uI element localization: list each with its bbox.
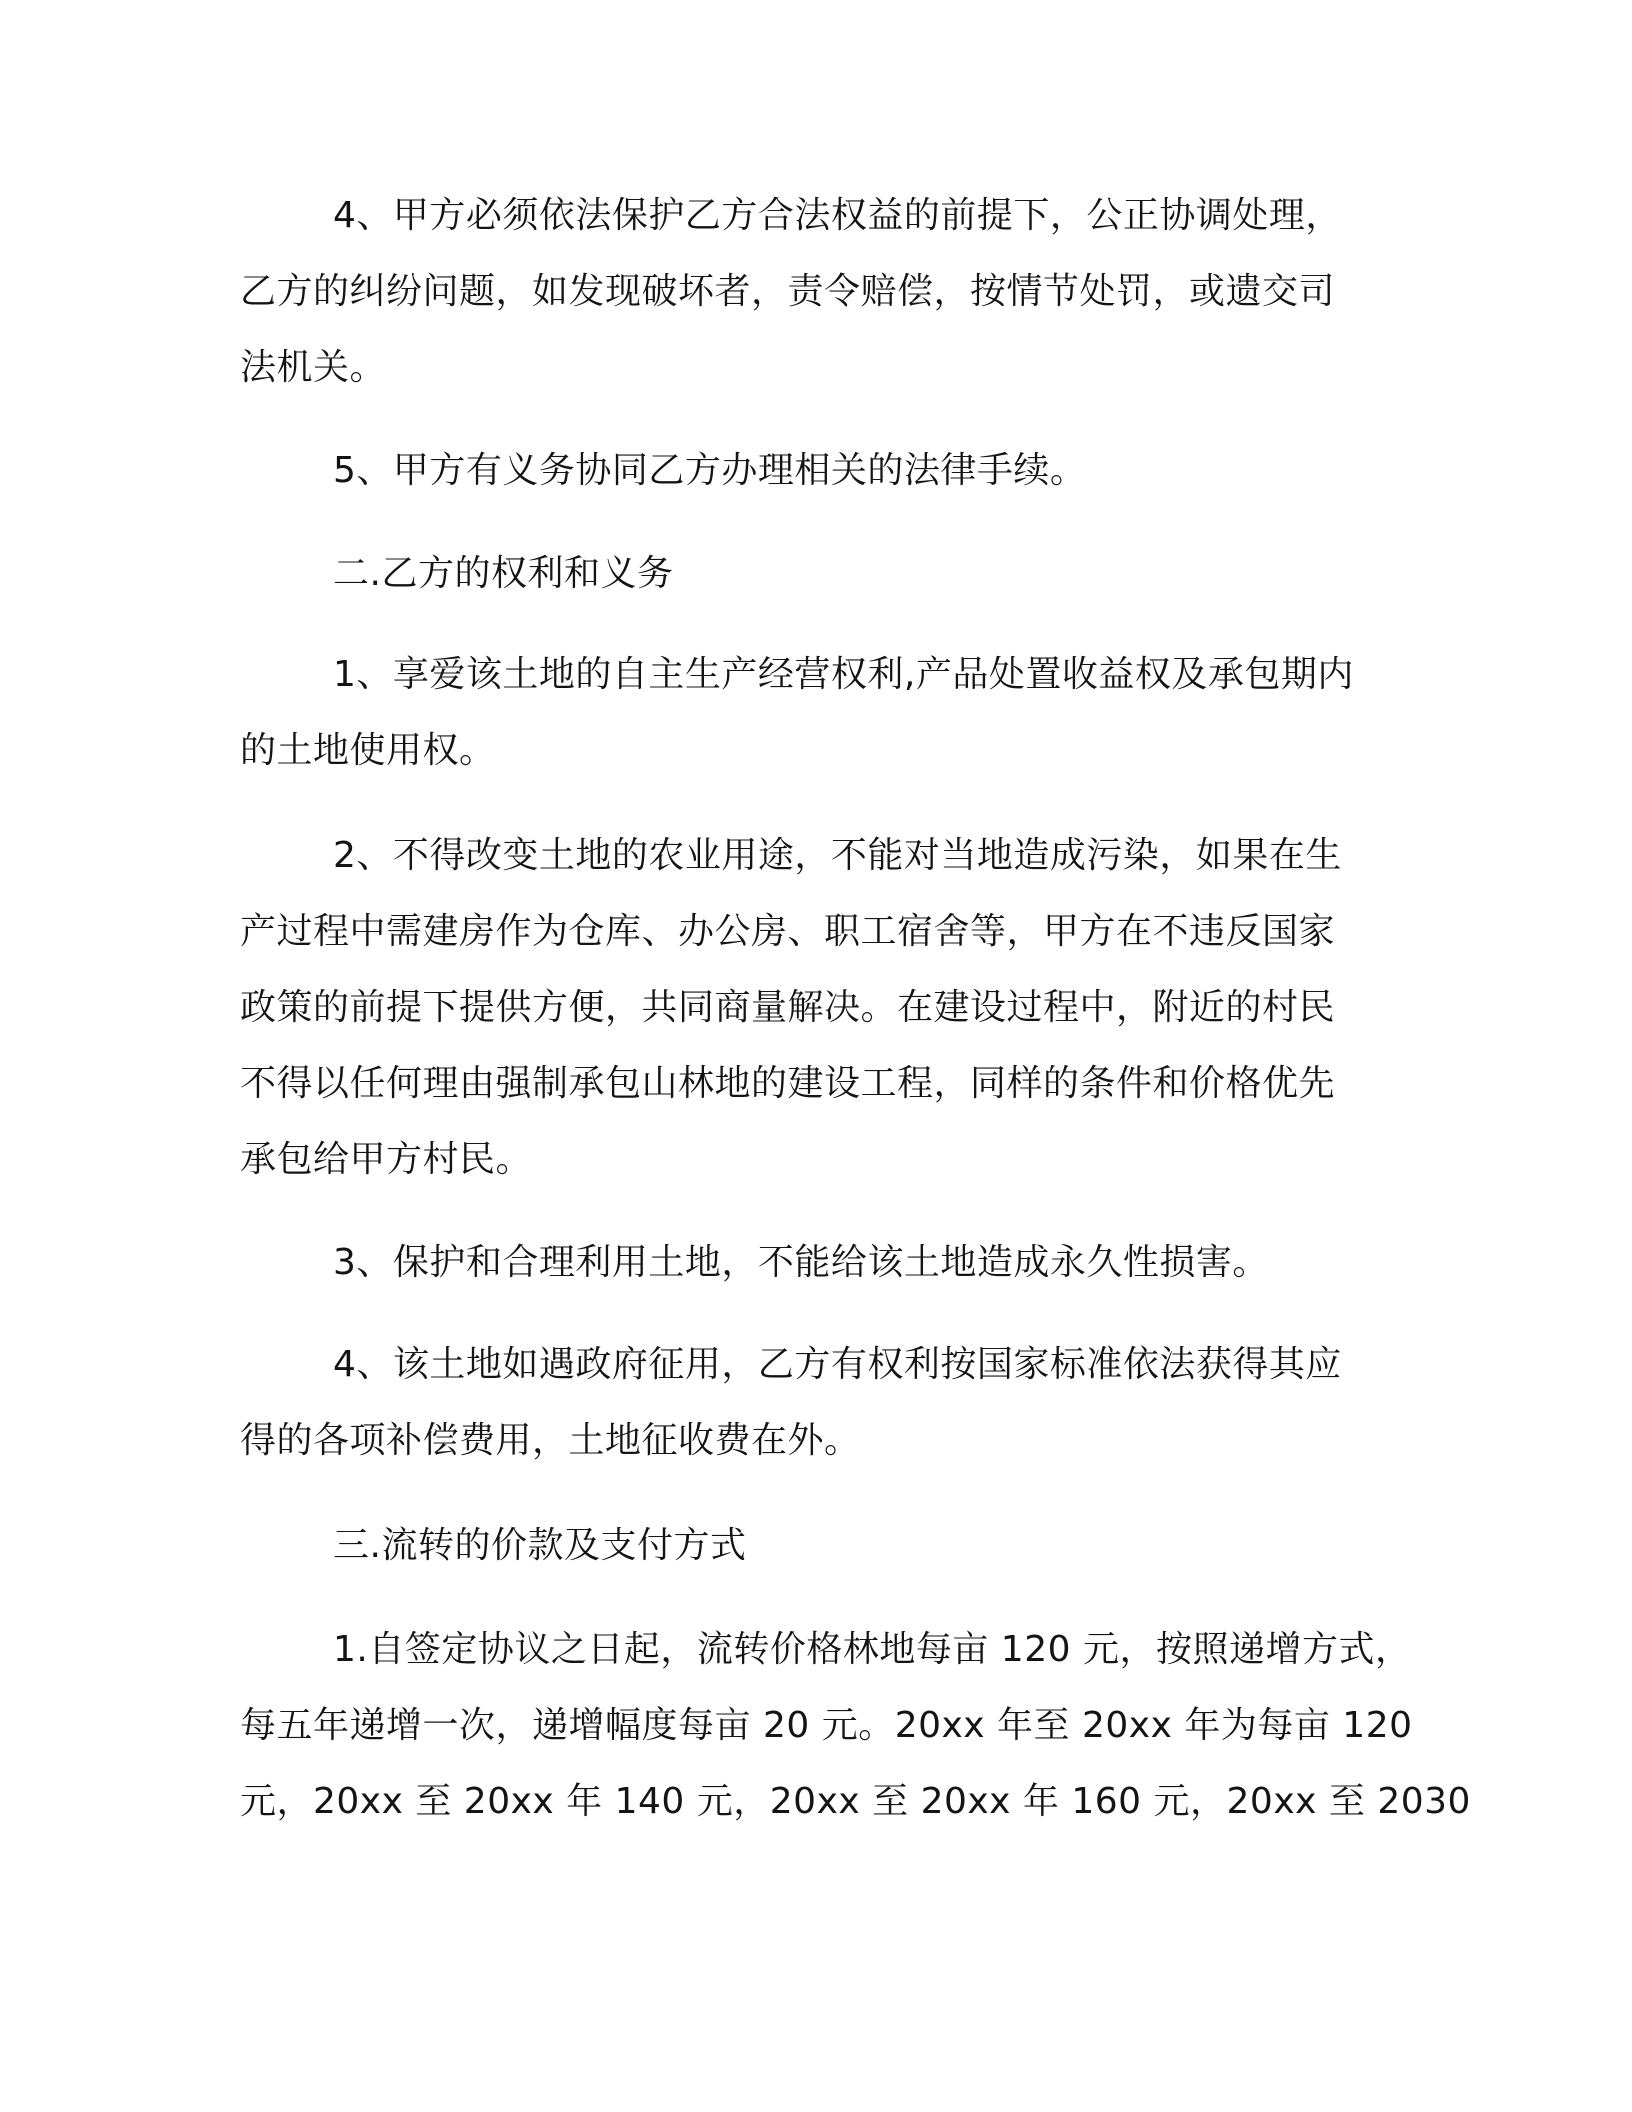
paragraph-payment-item-1 [240,1612,1471,1840]
text-line: 不得以任何理由强制承包山林地的建设工程，同样的条件和价格优先 [240,1063,1336,1104]
text-line: 得的各项补偿费用，土地征收费在外。 [240,1420,861,1461]
text-line: 1.自签定协议之日起，流转价格林地每亩 120 元，按照递增方式， [333,1629,1412,1670]
text-line: 政策的前提下提供方便，共同商量解决。在建设过程中，附近的村民 [240,987,1336,1028]
text-line: 4、该土地如遇政府征用，乙方有权利按国家标准依法获得其应 [333,1344,1342,1385]
text-line: 4、甲方必须依法保护乙方合法权益的前提下，公正协调处理， [333,195,1342,236]
section-heading-3 [240,1508,1390,1584]
paragraph-party-a-item-4 [240,178,1390,406]
text-line: 法机关。 [240,347,387,388]
paragraph-party-b-item-1 [240,637,1390,789]
section-heading-2 [240,536,1390,612]
text-line: 元，20xx 至 20xx 年 140 元，20xx 至 20xx 年 160 元，20xx 至 2030 [240,1781,1471,1822]
text-line: 产过程中需建房作为仓库、办公房、职工宿舍等，甲方在不违反国家 [240,911,1336,952]
text-line: 2、不得改变土地的农业用途，不能对当地造成污染，如果在生 [333,835,1342,876]
heading-text: 三.流转的价款及支付方式 [333,1525,747,1566]
text-line: 的土地使用权。 [240,730,496,771]
text-line: 1、享爱该土地的自主生产经营权利,产品处置收益权及承包期内 [333,654,1354,695]
heading-text: 二.乙方的权利和义务 [333,553,674,594]
paragraph-party-b-item-4 [240,1327,1390,1479]
paragraph-party-b-item-3 [240,1225,1390,1301]
text-line: 乙方的纠纷问题，如发现破坏者，责令赔偿，按情节处罚，或遗交司 [240,271,1336,312]
text-line: 3、保护和合理利用土地，不能给该土地造成永久性损害。 [333,1242,1269,1283]
paragraph-party-a-item-5 [240,433,1390,509]
text-line: 每五年递增一次，递增幅度每亩 20 元。20xx 年至 20xx 年为每亩 120 [240,1705,1413,1746]
text-line: 承包给甲方村民。 [240,1139,533,1180]
text-line: 5、甲方有义务协同乙方办理相关的法律手续。 [333,450,1087,491]
paragraph-party-b-item-2 [240,818,1390,1198]
